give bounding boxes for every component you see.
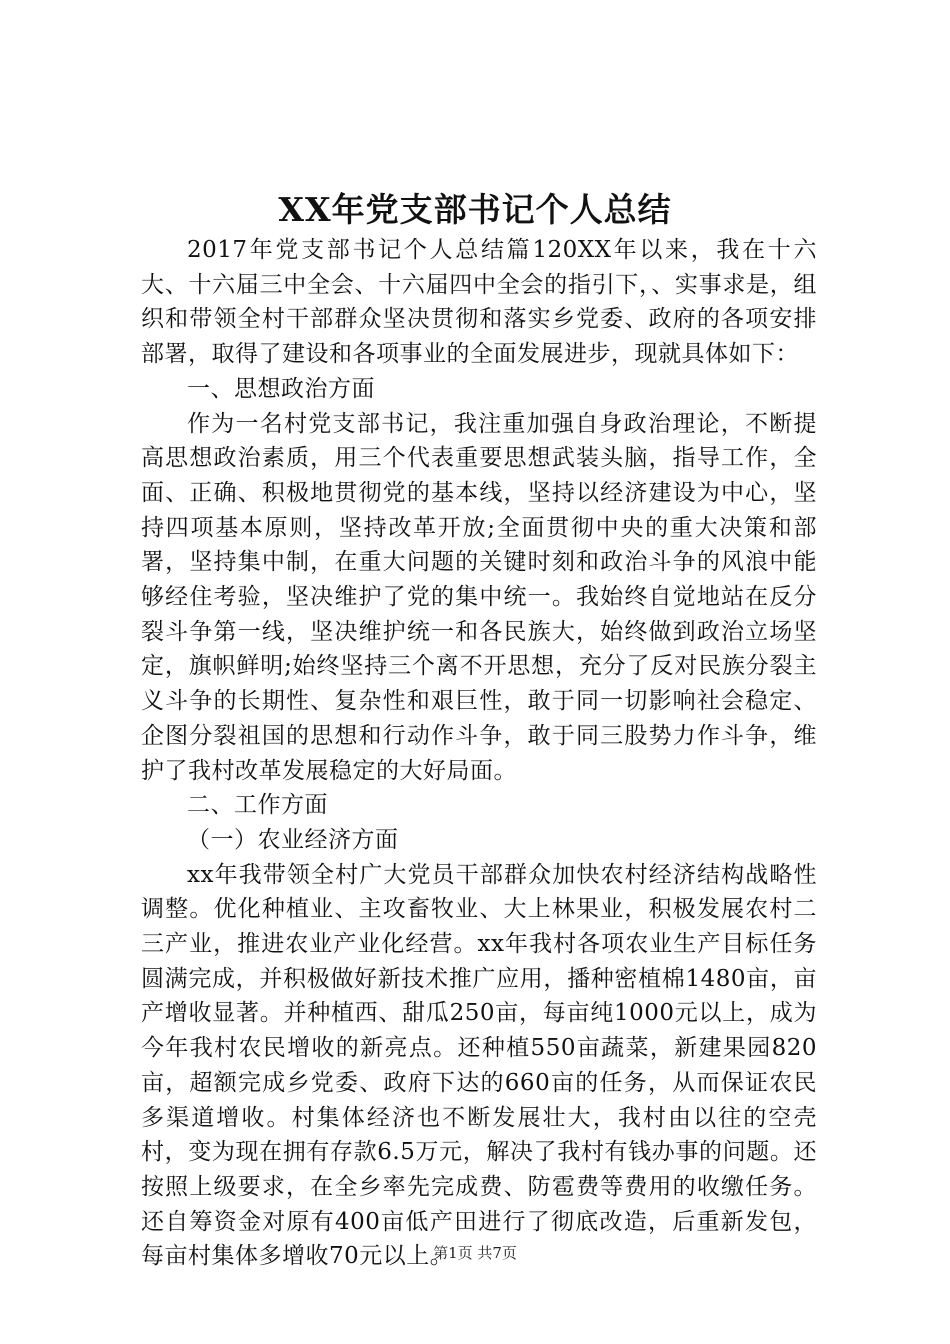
agriculture-paragraph: xx年我带领全村广大党员干部群众加快农村经济结构战略性调整。优化种植业、主攻畜牧业、大上林果业，积极发展农村二三产业，推进农业产业化经营。xx年我村各项农业生产目标任务圆满完成，并积极做好新技术推广应用，播种密植棉1480亩，亩产增收显著。并种植西、甜瓜250亩，每亩纯1000元以上，成为今年我村农民增收的新亮点。还种植550亩蔬菜，新建果园820亩，超额完成乡党委、政府下达的660亩的任务，从而保证农民多渠道增收。村集体经济也不断发展壮大，我村由以往的空壳村，变为现在拥有存款6.5万元，解决了我村有钱办事的问题。还按照上级要求，在全乡率先完成费、防雹费等费用的收缴任务。还自筹资金对原有400亩低产田进行了彻底改造，后重新发包，每亩村集体多增收70元以上。 xyxy=(141,861,817,1270)
intro-paragraph: 2017年党支部书记个人总结篇120XX年以来，我在十六大、十六届三中全会、十六届四中全会的指引下，、实事求是，组织和带领全村干部群众坚决贯彻和落实乡党委、政府的各项安排部署，取得了建设和各项事业的全面发展进步，现就具体如下： xyxy=(141,237,817,368)
section-heading-work: 二、工作方面 xyxy=(187,792,328,819)
political-paragraph: 作为一名村党支部书记，我注重加强自身政治理论，不断提高思想政治素质，用三个代表重要思想武装头脑，指导工作，全面、正确、积极地贯彻党的基本线，坚持以经济建设为中心，坚持四项基本原则，坚持改革开放;全面贯彻中央的重大决策和部署，坚持集中制，在重大问题的关键时刻和政治斗争的风浪中能够经住考验，坚决维护了党的集中统一。我始终自觉地站在反分裂斗争第一线，坚决维护统一和各民族大，始终做到政治立场坚定，旗帜鲜明;始终坚持三个离不开思想，充分了反对民族分裂主义斗争的长期性、复杂性和艰巨性，敢于同一切影响社会稳定、企图分裂祖国的思想和行动作斗争，敢于同三股势力作斗争，维护了我村改革发展稳定的大好局面。 xyxy=(141,410,817,784)
document-title: XX年党支部书记个人总结 xyxy=(278,190,672,229)
page-footer: 第1页 共7页 xyxy=(433,1244,517,1262)
subsection-heading-agriculture: （一）农业经济方面 xyxy=(187,826,399,853)
document-body xyxy=(141,233,817,1274)
section-heading-political: 一、思想政治方面 xyxy=(187,375,375,402)
